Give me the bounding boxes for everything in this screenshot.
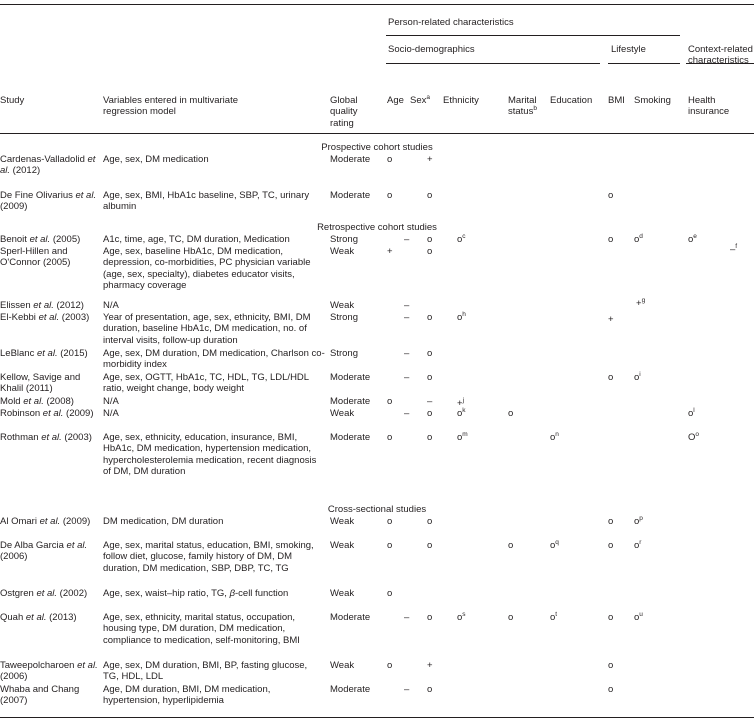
study-name: Quah et al. (2013) xyxy=(0,612,77,623)
smoking-mark: $o^r$ xyxy=(634,539,642,551)
variables-cell: N/A xyxy=(103,396,119,407)
bmi-mark: o xyxy=(608,540,614,551)
variables-cell: Age, sex, DM duration, DM medication, Charlson co-morbidity index xyxy=(103,348,325,371)
quality-cell: Moderate xyxy=(330,372,371,383)
smoking-mark: $o^p$ xyxy=(634,515,643,527)
bmi-mark: o xyxy=(608,372,614,383)
study-name: Sperl-Hillen and O'Connor (2005) xyxy=(0,246,71,269)
sex-mark: o xyxy=(427,312,433,323)
study-name: De Fine Olivarius et al. (2009) xyxy=(0,190,97,213)
age-mark: o xyxy=(387,154,393,165)
variables-cell: Age, sex, marital status, education, BMI, smoking, follow diet, glucose, family history of DM, DM duration, DM medication, SBP, DBP, TC, TG xyxy=(103,540,314,574)
bmi-column-header: BMI xyxy=(608,95,625,106)
lifestyle-header: Lifestyle xyxy=(611,44,646,55)
marital-mark: o xyxy=(508,612,514,623)
insurance-mark: $o^e$ xyxy=(688,233,697,245)
study-name: Kellow, Savige and Khalil (2011) xyxy=(0,372,81,395)
education-mark: $o^q$ xyxy=(550,539,559,551)
quality-cell: Moderate xyxy=(330,684,371,695)
quality-cell: Weak xyxy=(330,588,355,599)
study-name: LeBlanc et al. (2015) xyxy=(0,348,88,359)
education-mark: $o^n$ xyxy=(550,431,559,443)
age-mark: o xyxy=(387,190,393,201)
variables-cell: Age, DM duration, BMI, DM medication, hypertension, hyperlipidemia xyxy=(103,684,271,707)
study-name: El-Kebbi et al. (2003) xyxy=(0,312,90,323)
education-mark: $o^t$ xyxy=(550,611,558,623)
sex-column-header: Sex$^a$ xyxy=(410,94,430,106)
study-name: Benoit et al. (2005) xyxy=(0,234,81,245)
study-name: Al Omari et al. (2009) xyxy=(0,516,91,527)
socio-rule xyxy=(386,63,600,64)
sex-mark: o xyxy=(427,372,433,383)
quality-cell: Moderate xyxy=(330,396,371,407)
smoking-mark: $o^d$ xyxy=(634,233,643,245)
variables-cell: Age, sex, OGTT, HbA1c, TC, HDL, TG, LDL/HDL ratio, weight change, body weight xyxy=(103,372,309,395)
section-prospective: Prospective cohort studies xyxy=(321,142,433,153)
section-cross-sectional: Cross-sectional studies xyxy=(327,504,427,515)
bmi-mark: o xyxy=(608,234,614,245)
sex-mark: o xyxy=(427,684,433,695)
sex-mark: o xyxy=(427,408,433,419)
age-mark: – xyxy=(404,348,410,359)
age-mark: – xyxy=(404,234,410,245)
person-related-header: Person-related characteristics xyxy=(388,17,514,28)
quality-cell: Weak xyxy=(330,660,355,671)
quality-cell: Strong xyxy=(330,234,358,245)
sex-mark: + xyxy=(427,660,433,671)
age-mark: – xyxy=(404,684,410,695)
bmi-mark: o xyxy=(608,190,614,201)
ethnicity-mark: $o^h$ xyxy=(457,311,466,323)
quality-cell: Moderate xyxy=(330,612,371,623)
ethnicity-mark: $o^c$ xyxy=(457,233,466,245)
insurance-mark: $o^l$ xyxy=(688,407,695,419)
variables-cell: Age, sex, BMI, HbA1c baseline, SBP, TC, urinary albumin xyxy=(103,190,310,213)
age-column-header: Age xyxy=(387,95,404,106)
variables-column-header: Variables entered in multivariate regression model xyxy=(103,95,239,118)
marital-column-header: Marital status$^b$ xyxy=(508,95,537,118)
smoking-mark: $o^i$ xyxy=(634,371,641,383)
variables-cell: A1c, time, age, TC, DM duration, Medication xyxy=(103,234,290,245)
variables-cell: Age, sex, DM medication xyxy=(103,154,209,165)
person-related-rule xyxy=(386,35,680,36)
ethnicity-mark: +$^j$ xyxy=(457,397,465,409)
insurance-mark: –$^f$ xyxy=(730,243,738,255)
ethnicity-mark: $o^m$ xyxy=(457,431,468,443)
ethnicity-mark: $o^k$ xyxy=(457,407,466,419)
bmi-mark: o xyxy=(608,516,614,527)
bottom-rule xyxy=(0,717,754,718)
age-mark: – xyxy=(404,300,410,311)
study-name: Taweepolcharoen et al. (2006) xyxy=(0,660,98,683)
age-mark: o xyxy=(387,588,393,599)
sex-mark: o xyxy=(427,540,433,551)
variables-cell: Age, sex, ethnicity, marital status, occupation, housing type, DM duration, DM medication, compliance to medication, self-monitoring, BMI xyxy=(103,612,300,646)
sex-mark: o xyxy=(427,234,433,245)
study-name: Ostgren et al. (2002) xyxy=(0,588,88,599)
variables-cell: N/A xyxy=(103,300,119,311)
sex-mark: o xyxy=(427,612,433,623)
age-mark: o xyxy=(387,396,393,407)
age-mark: – xyxy=(404,408,410,419)
ethnicity-mark: $o^s$ xyxy=(457,611,466,623)
quality-cell: Moderate xyxy=(330,432,371,443)
socio-demographics-header: Socio-demographics xyxy=(388,44,475,55)
sex-mark: o xyxy=(427,348,433,359)
study-name: Whaba and Chang (2007) xyxy=(0,684,80,707)
context-related-header: Context-related characteristics xyxy=(688,44,753,67)
quality-cell: Weak xyxy=(330,540,355,551)
sex-mark: o xyxy=(427,190,433,201)
age-mark: o xyxy=(387,516,393,527)
age-mark: + xyxy=(387,246,393,257)
study-column-header: Study xyxy=(0,95,25,106)
bmi-mark: + xyxy=(608,314,614,325)
variables-cell: N/A xyxy=(103,408,119,419)
study-name: De Alba Garcia et al. (2006) xyxy=(0,540,88,563)
age-mark: – xyxy=(404,372,410,383)
age-mark: – xyxy=(404,612,410,623)
bmi-mark: o xyxy=(608,684,614,695)
education-column-header: Education xyxy=(550,95,593,106)
section-retrospective: Retrospective cohort studies xyxy=(317,222,437,233)
sex-mark: – xyxy=(427,396,433,407)
marital-mark: o xyxy=(508,540,514,551)
quality-cell: Moderate xyxy=(330,154,371,165)
smoking-mark: +$^g$ xyxy=(636,297,646,309)
header-bottom-rule xyxy=(0,133,754,134)
smoking-column-header: Smoking xyxy=(634,95,671,106)
sex-mark: o xyxy=(427,432,433,443)
quality-cell: Strong xyxy=(330,348,358,359)
sex-mark: o xyxy=(427,516,433,527)
study-name: Rothman et al. (2003) xyxy=(0,432,92,443)
ethnicity-column-header: Ethnicity xyxy=(443,95,479,106)
variables-cell: Age, sex, baseline HbA1c, DM medication, depression, co-morbidities, PC physician variable (age, sex, specialty), diabetes educator visits, pharmacy coverage xyxy=(103,246,311,292)
variables-cell: Age, sex, ethnicity, education, insurance, BMI, HbA1c, DM medication, hypertension medication, hypercholesterolemia medication, recent diagnosis of DM, DM duration xyxy=(103,432,317,478)
variables-cell: Age, sex, waist–hip ratio, TG, β-cell function xyxy=(103,588,289,599)
variables-cell: Age, sex, DM duration, BMI, BP, fasting glucose, TG, HDL, LDL xyxy=(103,660,308,683)
variables-cell: DM medication, DM duration xyxy=(103,516,224,527)
quality-cell: Moderate xyxy=(330,190,371,201)
sex-mark: o xyxy=(427,246,433,257)
insurance-mark: $O^o$ xyxy=(688,431,700,443)
variables-cell: Year of presentation, age, sex, ethnicity, BMI, DM duration, baseline HbA1c, DM medication, no. of interval visits, follow-up duration xyxy=(103,312,311,346)
top-rule xyxy=(0,4,754,5)
bmi-mark: o xyxy=(608,612,614,623)
health-insurance-column-header: Health insurance xyxy=(688,95,730,118)
study-name: Elissen et al. (2012) xyxy=(0,300,84,311)
sex-mark: + xyxy=(427,154,433,165)
study-name: Mold et al. (2008) xyxy=(0,396,74,407)
bmi-mark: o xyxy=(608,660,614,671)
age-mark: o xyxy=(387,540,393,551)
quality-cell: Weak xyxy=(330,408,355,419)
marital-mark: o xyxy=(508,408,514,419)
study-name: Cardenas-Valladolid et al. (2012) xyxy=(0,154,96,177)
study-name: Robinson et al. (2009) xyxy=(0,408,94,419)
quality-cell: Strong xyxy=(330,312,358,323)
lifestyle-rule xyxy=(608,63,680,64)
age-mark: o xyxy=(387,660,393,671)
quality-cell: Weak xyxy=(330,516,355,527)
age-mark: o xyxy=(387,432,393,443)
quality-cell: Weak xyxy=(330,246,355,257)
quality-column-header: Global quality rating xyxy=(330,95,358,129)
age-mark: – xyxy=(404,312,410,323)
smoking-mark: $o^u$ xyxy=(634,611,643,623)
quality-cell: Weak xyxy=(330,300,355,311)
